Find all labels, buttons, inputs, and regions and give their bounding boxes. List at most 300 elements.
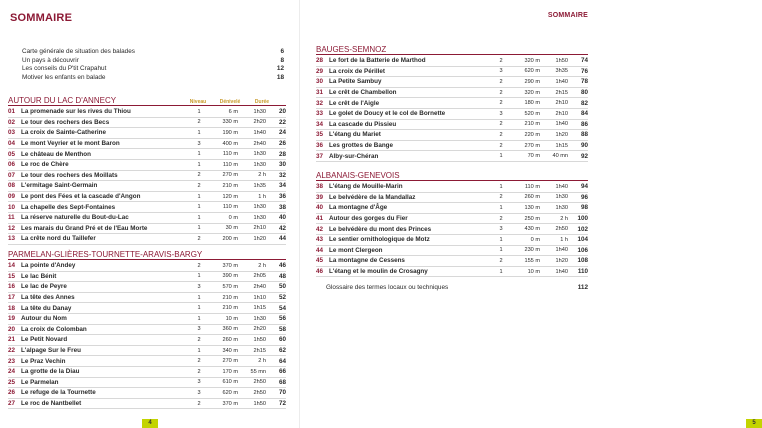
walk-level: 1 xyxy=(499,183,503,190)
walk-page: 24 xyxy=(278,129,286,137)
intro-item[interactable] xyxy=(22,65,284,74)
toc-row[interactable] xyxy=(316,120,588,131)
walk-number: 43 xyxy=(316,236,324,244)
walk-name: La croix de Périllet xyxy=(329,67,385,75)
left-page xyxy=(0,0,300,428)
walk-number: 20 xyxy=(8,325,16,333)
page-number: 4 xyxy=(142,419,158,428)
walk-level: 1 xyxy=(197,161,201,168)
walk-name: Le tour des rochers des Becs xyxy=(21,118,110,126)
intro-label: Un pays à découvrir xyxy=(22,56,79,64)
walk-level: 2 xyxy=(499,257,503,264)
toc-row[interactable] xyxy=(316,109,588,120)
walk-elevation: 180 m xyxy=(524,100,540,107)
walk-duration: 1h50 xyxy=(555,57,568,64)
toc-row[interactable] xyxy=(8,303,286,314)
walk-elevation: 30 m xyxy=(225,225,238,232)
glossary-label: Glossaire des termes locaux ou techniques xyxy=(326,284,449,291)
walk-elevation: 230 m xyxy=(524,247,540,254)
walk-duration: 1h35 xyxy=(253,182,266,189)
walk-level: 2 xyxy=(197,119,201,126)
walk-duration: 1 h xyxy=(560,236,568,243)
walk-name: Les grottes de Bange xyxy=(329,142,394,150)
walk-number: 14 xyxy=(8,262,16,270)
toc-row[interactable] xyxy=(8,346,286,357)
walk-elevation: 360 m xyxy=(222,326,238,333)
walk-duration: 1h40 xyxy=(555,247,568,254)
walk-page: 74 xyxy=(580,57,588,65)
walk-name: Le crêt de l'Aigle xyxy=(329,99,380,107)
walk-page: 102 xyxy=(577,225,588,233)
walk-page: 56 xyxy=(278,315,286,323)
intro-page: 8 xyxy=(280,56,284,64)
toc-row[interactable] xyxy=(8,378,286,389)
toc-row[interactable] xyxy=(8,335,286,346)
toc-row[interactable] xyxy=(316,98,588,109)
walk-level: 2 xyxy=(499,78,503,85)
intro-item[interactable] xyxy=(22,57,284,66)
walk-number: 08 xyxy=(8,182,16,190)
walk-elevation: 130 m xyxy=(524,204,540,211)
walk-duration: 2h15 xyxy=(555,89,568,96)
walk-page: 100 xyxy=(577,215,588,223)
toc-row[interactable] xyxy=(8,107,286,118)
walk-page: 76 xyxy=(580,67,588,75)
glossary-entry[interactable] xyxy=(326,284,588,291)
walk-duration: 2h50 xyxy=(555,226,568,233)
walk-level: 2 xyxy=(197,400,201,407)
walk-level: 1 xyxy=(197,315,201,322)
walk-name: La tête des Annes xyxy=(21,294,75,302)
walk-number: 12 xyxy=(8,224,16,232)
walk-name: La croix de Colomban xyxy=(21,325,87,333)
walk-number: 31 xyxy=(316,89,324,97)
walk-level: 1 xyxy=(499,204,503,211)
walk-level: 2 xyxy=(499,121,503,128)
walk-page: 104 xyxy=(577,236,588,244)
walk-level: 1 xyxy=(197,294,201,301)
toc-row[interactable] xyxy=(8,171,286,182)
walk-name: L'ermitage Saint-Germain xyxy=(21,182,98,190)
walk-number: 41 xyxy=(316,215,324,223)
walk-duration: 1h50 xyxy=(253,400,266,407)
walk-duration: 1h10 xyxy=(253,294,266,301)
intro-page: 12 xyxy=(276,65,284,73)
section-header xyxy=(316,170,588,181)
walk-elevation: 210 m xyxy=(222,294,238,301)
walk-level: 2 xyxy=(197,235,201,242)
walk-name: La promenade sur les rives du Thiou xyxy=(21,108,131,116)
page-title: SOMMAIRE xyxy=(10,12,73,24)
intro-label: Les conseils du P'tit Crapahut xyxy=(22,65,107,73)
walk-duration: 2h05 xyxy=(253,273,266,280)
walk-name: Le golet de Doucy et le col de Bornette xyxy=(329,110,446,118)
walk-elevation: 210 m xyxy=(524,121,540,128)
toc-row[interactable] xyxy=(8,293,286,304)
walk-level: 2 xyxy=(499,131,503,138)
walk-elevation: 270 m xyxy=(222,358,238,365)
section-title: AUTOUR DU LAC D'ANNECY xyxy=(8,96,117,105)
intro-item[interactable] xyxy=(22,48,284,57)
walk-name: Le lac de Peyre xyxy=(21,283,67,291)
walk-name: Le Petit Novard xyxy=(21,336,68,344)
walk-page: 30 xyxy=(278,161,286,169)
walk-elevation: 620 m xyxy=(222,389,238,396)
intro-page: 6 xyxy=(280,48,284,55)
toc-row[interactable] xyxy=(316,141,588,152)
walk-duration: 1h30 xyxy=(253,108,266,115)
toc-row[interactable] xyxy=(316,56,588,67)
walk-number: 34 xyxy=(316,120,324,128)
walk-page: 98 xyxy=(580,204,588,212)
walk-duration: 2h20 xyxy=(253,326,266,333)
walk-duration: 2 h xyxy=(258,358,266,365)
walk-level: 2 xyxy=(499,89,503,96)
walk-elevation: 70 m xyxy=(527,153,540,160)
walk-number: 03 xyxy=(8,129,16,137)
walk-duration: 1h30 xyxy=(253,151,266,158)
toc-row[interactable] xyxy=(8,356,286,367)
walk-elevation: 570 m xyxy=(222,283,238,290)
walk-duration: 2h50 xyxy=(253,389,266,396)
walk-page: 26 xyxy=(278,140,286,148)
toc-row[interactable] xyxy=(8,261,286,272)
toc-row[interactable] xyxy=(316,130,588,141)
toc-row[interactable] xyxy=(8,192,286,203)
walk-level: 1 xyxy=(499,247,503,254)
toc-row[interactable] xyxy=(316,151,588,162)
walk-page: 94 xyxy=(580,183,588,191)
walk-page: 50 xyxy=(278,283,286,291)
walk-name: La croix de Sainte-Catherine xyxy=(21,129,107,137)
walk-name: L'étang et le moulin de Crosagny xyxy=(329,268,428,276)
walk-name: La réserve naturelle du Bout-du-Lac xyxy=(21,214,129,222)
walk-number: 02 xyxy=(8,118,16,126)
walk-duration: 1h20 xyxy=(555,131,568,138)
walk-name: Le fort de la Batterie de Marthod xyxy=(329,57,426,65)
walk-name: La chapelle des Sept-Fontaines xyxy=(21,203,116,211)
walk-duration: 2 h xyxy=(258,262,266,269)
walk-page: 96 xyxy=(580,193,588,201)
walk-number: 21 xyxy=(8,336,16,344)
walk-page: 90 xyxy=(580,142,588,150)
walk-level: 2 xyxy=(197,262,201,269)
toc-row[interactable] xyxy=(316,77,588,88)
walk-duration: 2h15 xyxy=(253,347,266,354)
walk-elevation: 120 m xyxy=(222,193,238,200)
walk-number: 24 xyxy=(8,368,16,376)
walk-name: L'étang de Mouille-Marin xyxy=(329,183,403,191)
intro-item[interactable] xyxy=(22,74,284,83)
walk-duration: 2h40 xyxy=(253,283,266,290)
walk-level: 1 xyxy=(197,129,201,136)
walk-number: 18 xyxy=(8,304,16,312)
walk-duration: 2h40 xyxy=(253,140,266,147)
walk-page: 28 xyxy=(278,150,286,158)
walk-elevation: 370 m xyxy=(222,400,238,407)
walk-elevation: 260 m xyxy=(524,194,540,201)
walk-level: 3 xyxy=(197,379,201,386)
walk-page: 86 xyxy=(580,120,588,128)
walk-elevation: 290 m xyxy=(524,78,540,85)
walk-duration: 1h40 xyxy=(555,121,568,128)
walk-name: Autour du Nom xyxy=(21,315,67,323)
toc-row[interactable] xyxy=(316,88,588,99)
walk-elevation: 155 m xyxy=(524,257,540,264)
walk-page: 46 xyxy=(278,262,286,270)
walk-level: 1 xyxy=(197,108,201,115)
walk-page: 70 xyxy=(278,389,286,397)
walk-duration: 1h50 xyxy=(253,336,266,343)
column-header-duration: Durée xyxy=(254,99,270,105)
walk-level: 1 xyxy=(197,151,201,158)
walk-name: Le Parmelan xyxy=(21,378,59,386)
walk-duration: 2h50 xyxy=(253,379,266,386)
walk-page: 38 xyxy=(278,203,286,211)
walk-number: 45 xyxy=(316,257,324,265)
walk-name: L'étang du Mariet xyxy=(329,131,381,139)
toc-row[interactable] xyxy=(8,160,286,171)
walk-name: La cascade du Pissieu xyxy=(329,120,397,128)
toc-row[interactable] xyxy=(8,282,286,293)
walk-name: Les marais du Grand Pré et de l'Eau Morte xyxy=(21,224,148,232)
walk-level: 3 xyxy=(197,140,201,147)
walk-elevation: 110 m xyxy=(524,183,540,190)
walk-name: Le crêt de Chambellon xyxy=(329,89,397,97)
toc-row[interactable] xyxy=(316,182,588,193)
walk-elevation: 270 m xyxy=(222,172,238,179)
toc-row[interactable] xyxy=(8,234,286,245)
intro-page: 18 xyxy=(276,73,284,81)
walk-duration: 1h40 xyxy=(253,129,266,136)
walk-elevation: 190 m xyxy=(222,129,238,136)
walk-level: 2 xyxy=(499,100,503,107)
walk-level: 2 xyxy=(499,194,503,201)
toc-row[interactable] xyxy=(8,213,286,224)
toc-row[interactable] xyxy=(8,118,286,129)
walk-duration: 1h30 xyxy=(253,161,266,168)
toc-row[interactable] xyxy=(316,214,588,225)
walk-page: 48 xyxy=(278,272,286,280)
walk-number: 06 xyxy=(8,161,16,169)
walk-level: 2 xyxy=(499,57,503,64)
walk-elevation: 520 m xyxy=(524,110,540,117)
walk-elevation: 320 m xyxy=(524,89,540,96)
walk-number: 13 xyxy=(8,235,16,243)
walk-level: 3 xyxy=(197,389,201,396)
toc-row[interactable] xyxy=(316,267,588,278)
walk-name: Le tour des rochers des Moillats xyxy=(21,171,118,179)
toc-row[interactable] xyxy=(8,399,286,410)
walk-page: 80 xyxy=(580,89,588,97)
walk-level: 3 xyxy=(197,283,201,290)
walk-duration: 1h40 xyxy=(555,183,568,190)
section-annecy xyxy=(8,95,286,245)
walk-duration: 2h20 xyxy=(253,119,266,126)
toc-row[interactable] xyxy=(316,235,588,246)
walk-level: 2 xyxy=(499,215,503,222)
walk-level: 1 xyxy=(499,236,503,243)
walk-number: 23 xyxy=(8,357,16,365)
walk-page: 40 xyxy=(278,214,286,222)
walk-elevation: 270 m xyxy=(524,142,540,149)
walk-level: 1 xyxy=(197,204,201,211)
walk-number: 22 xyxy=(8,347,16,355)
walk-level: 1 xyxy=(197,305,201,312)
walk-number: 33 xyxy=(316,110,324,118)
walk-elevation: 110 m xyxy=(222,151,238,158)
walk-page: 20 xyxy=(278,108,286,116)
walk-elevation: 250 m xyxy=(524,215,540,222)
walk-number: 37 xyxy=(316,152,324,160)
walk-page: 108 xyxy=(577,257,588,265)
walk-elevation: 220 m xyxy=(524,131,540,138)
walk-number: 35 xyxy=(316,131,324,139)
intro-list xyxy=(22,48,284,82)
walk-duration: 55 mn xyxy=(250,368,266,375)
walk-name: Le belvédère de la Mandallaz xyxy=(329,193,416,201)
walk-number: 25 xyxy=(8,378,16,386)
walk-duration: 1 h xyxy=(258,193,266,200)
walk-elevation: 110 m xyxy=(222,161,238,168)
intro-label: Motiver les enfants en balade xyxy=(22,73,106,81)
walk-number: 44 xyxy=(316,246,324,254)
toc-row[interactable] xyxy=(8,325,286,336)
walk-page: 106 xyxy=(577,246,588,254)
walk-page: 44 xyxy=(278,235,286,243)
walk-name: Le roc de Nantbellet xyxy=(21,400,82,408)
walk-number: 46 xyxy=(316,268,324,276)
walk-page: 36 xyxy=(278,193,286,201)
walk-elevation: 430 m xyxy=(524,226,540,233)
walk-page: 92 xyxy=(580,152,588,160)
intro-label: Carte générale de situation des balades xyxy=(22,48,135,55)
walk-duration: 1h40 xyxy=(555,78,568,85)
walk-duration: 1h30 xyxy=(555,204,568,211)
toc-row[interactable] xyxy=(316,256,588,267)
walk-elevation: 370 m xyxy=(222,262,238,269)
section-header xyxy=(316,44,588,55)
toc-row[interactable] xyxy=(8,149,286,160)
walk-name: Le roc de Chère xyxy=(21,161,69,169)
toc-row[interactable] xyxy=(8,367,286,378)
section-parmelan xyxy=(8,249,286,409)
walk-page: 68 xyxy=(278,378,286,386)
walk-page: 52 xyxy=(278,294,286,302)
toc-row[interactable] xyxy=(316,67,588,78)
walk-number: 32 xyxy=(316,99,324,107)
walk-elevation: 340 m xyxy=(222,347,238,354)
walk-page: 64 xyxy=(278,357,286,365)
walk-page: 82 xyxy=(580,99,588,107)
walk-name: La montagne de Cessens xyxy=(329,257,405,265)
toc-row[interactable] xyxy=(8,128,286,139)
section-header xyxy=(8,95,286,106)
walk-name: Le lac Bénit xyxy=(21,272,57,280)
walk-number: 09 xyxy=(8,193,16,201)
walk-elevation: 0 m xyxy=(228,214,238,221)
walk-page: 54 xyxy=(278,304,286,312)
walk-name: La pointe d'Andey xyxy=(21,262,76,270)
walk-duration: 2h10 xyxy=(555,110,568,117)
walk-number: 38 xyxy=(316,183,324,191)
toc-row[interactable] xyxy=(8,139,286,150)
toc-row[interactable] xyxy=(316,246,588,257)
walk-name: Le Praz Vechin xyxy=(21,357,66,365)
walk-number: 27 xyxy=(8,400,16,408)
walk-elevation: 210 m xyxy=(222,305,238,312)
walk-name: Le château de Menthon xyxy=(21,150,91,158)
walk-number: 15 xyxy=(8,272,16,280)
walk-page: 34 xyxy=(278,182,286,190)
walk-elevation: 200 m xyxy=(222,235,238,242)
section-title: BAUGES-SEMNOZ xyxy=(316,45,387,54)
toc-row[interactable] xyxy=(8,272,286,283)
walk-page: 60 xyxy=(278,336,286,344)
walk-level: 3 xyxy=(197,326,201,333)
walk-level: 1 xyxy=(499,153,503,160)
walk-number: 11 xyxy=(8,214,15,222)
walk-elevation: 330 m xyxy=(222,119,238,126)
walk-duration: 2h10 xyxy=(555,100,568,107)
walk-duration: 1h20 xyxy=(555,257,568,264)
walk-name: Alby-sur-Chéran xyxy=(329,152,379,160)
toc-row[interactable] xyxy=(316,193,588,204)
page-number: 5 xyxy=(746,419,762,428)
walk-number: 28 xyxy=(316,57,324,65)
walk-elevation: 260 m xyxy=(222,336,238,343)
walk-level: 3 xyxy=(499,226,503,233)
walk-elevation: 10 m xyxy=(225,315,238,322)
walk-number: 04 xyxy=(8,140,16,148)
walk-page: 110 xyxy=(577,268,588,276)
toc-row[interactable] xyxy=(8,388,286,399)
walk-number: 26 xyxy=(8,389,16,397)
section-bauges xyxy=(316,44,588,162)
toc-row[interactable] xyxy=(316,224,588,235)
walk-name: Le mont Veyrier et le mont Baron xyxy=(21,140,120,148)
toc-row[interactable] xyxy=(316,203,588,214)
walk-number: 01 xyxy=(8,108,16,116)
walk-duration: 1h30 xyxy=(555,194,568,201)
walk-duration: 1h30 xyxy=(253,204,266,211)
walk-name: La crête nord du Taillefer xyxy=(21,235,96,243)
toc-row[interactable] xyxy=(8,314,286,325)
walk-level: 2 xyxy=(499,142,503,149)
walk-name: Le pont des Fées et la cascade d'Angon xyxy=(21,193,141,201)
walk-elevation: 620 m xyxy=(524,68,540,75)
walk-level: 1 xyxy=(197,347,201,354)
toc-row[interactable] xyxy=(8,224,286,235)
walk-level: 2 xyxy=(197,172,201,179)
walk-level: 1 xyxy=(197,273,201,280)
walk-elevation: 210 m xyxy=(222,182,238,189)
walk-duration: 1h30 xyxy=(253,315,266,322)
walk-number: 07 xyxy=(8,171,16,179)
toc-row[interactable] xyxy=(8,181,286,192)
walk-number: 30 xyxy=(316,78,324,86)
walk-duration: 1h15 xyxy=(253,305,266,312)
walk-level: 3 xyxy=(499,68,503,75)
glossary-page: 112 xyxy=(577,284,588,291)
toc-row[interactable] xyxy=(8,202,286,213)
walk-name: Le refuge de la Tournette xyxy=(21,389,96,397)
walk-duration: 1h40 xyxy=(555,268,568,275)
walk-number: 39 xyxy=(316,193,324,201)
walk-name: La montagne d'Âge xyxy=(329,204,388,212)
walk-name: La tête du Danay xyxy=(21,304,72,312)
walk-level: 2 xyxy=(197,336,201,343)
